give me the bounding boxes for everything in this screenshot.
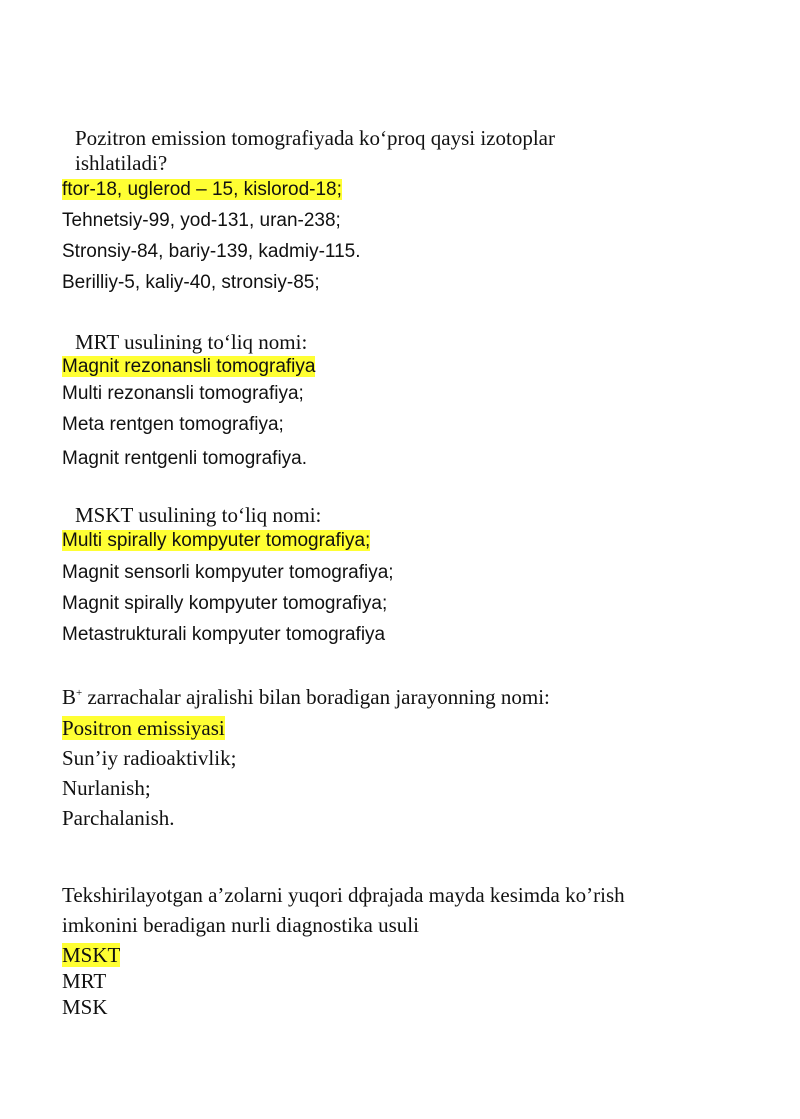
question-1-answer-3: Stronsiy-84, bariy-139, kadmiy-115.	[62, 241, 361, 262]
question-4-rest: zarrachalar ajralishi bilan boradigan jarayonning nomi:	[82, 685, 550, 709]
question-1-answer-2: Tehnetsiy-99, yod-131, uran-238;	[62, 210, 341, 231]
question-5-line-2: imkonini beradigan nurli diagnostika usuli	[62, 913, 419, 937]
question-5-answer-3: MSK	[62, 995, 108, 1019]
question-2-answer-4: Magnit rentgenli tomografiya.	[62, 448, 308, 469]
question-3-answer-2: Magnit sensorli kompyuter tomografiya;	[62, 562, 394, 583]
question-4-answer-3: Nurlanish;	[62, 776, 151, 800]
question-3-line-1: MSKT usulining to‘liq nomi:	[75, 503, 322, 527]
question-3-answer-4: Metastrukturali kompyuter tomografiya	[62, 624, 386, 645]
question-4-answer-correct	[62, 716, 225, 740]
question-1-answer-correct	[62, 179, 342, 201]
question-2-line-1: MRT usulining to‘liq nomi:	[75, 330, 308, 354]
question-1-line-1: Pozitron emission tomografiyada ko‘proq qaysi izotoplar	[75, 126, 555, 150]
question-5-answer-correct	[62, 943, 120, 967]
highlighted-answer: Positron emissiyasi	[62, 716, 225, 740]
question-4-answer-2: Sun’iy radioaktivlik;	[62, 746, 237, 770]
question-1-line-2: ishlatiladi?	[75, 151, 168, 175]
question-2-answer-correct	[62, 356, 315, 378]
question-2-answer-2: Multi rezonansli tomografiya;	[62, 383, 304, 404]
question-5-answer-2: MRT	[62, 969, 107, 993]
question-4-superscript: +	[76, 687, 83, 699]
question-3-answer-3: Magnit spirally kompyuter tomografiya;	[62, 593, 388, 614]
question-4-answer-4: Parchalanish.	[62, 806, 175, 830]
question-5-line-1: Tekshirilayotgan a’zolarni yuqori dфrajada mayda kesimda ko’rish	[62, 883, 625, 907]
highlighted-answer: MSKT	[62, 943, 121, 967]
question-1-answer-4: Berilliy-5, kaliy-40, stronsiy-85;	[62, 272, 320, 293]
question-2-answer-3: Meta rentgen tomografiya;	[62, 414, 284, 435]
question-4-prefix: B	[62, 685, 77, 709]
question-3-answer-correct	[62, 530, 370, 552]
highlighted-answer: Multi spirally kompyuter tomografiya;	[62, 530, 371, 551]
question-4-line-1	[62, 685, 550, 709]
highlighted-answer: Magnit rezonansli tomografiya	[62, 356, 316, 377]
highlighted-answer: ftor-18, uglerod – 15, kislorod-18;	[62, 179, 342, 200]
